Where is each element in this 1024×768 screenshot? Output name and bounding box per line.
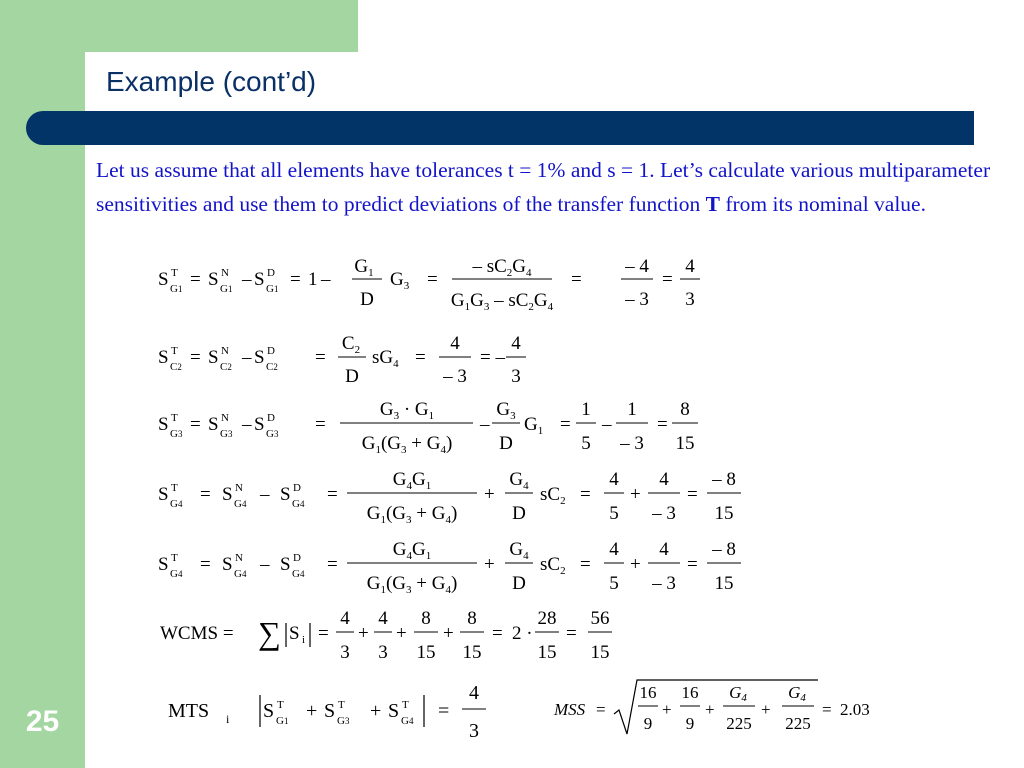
- svg-text:N: N: [221, 412, 229, 424]
- svg-text:G1(G3 + G4): $G_1(G_3 + G_4)$: [361, 433, 453, 456]
- svg-text:– 3: – 3: [652, 503, 676, 524]
- svg-text:+: +: [662, 700, 672, 719]
- svg-text:– 3: – 3: [620, 433, 644, 454]
- svg-text:D: D: [360, 289, 374, 310]
- svg-text:T: T: [402, 699, 409, 711]
- svg-text:i: i: [226, 712, 230, 726]
- svg-text:G1(G3 + G4): $G_1(G_3 + G_4)$: [366, 503, 458, 526]
- svg-text:=: =: [427, 269, 438, 290]
- svg-text:G4: G4: [788, 683, 806, 704]
- svg-text:9: 9: [685, 714, 695, 733]
- svg-text:sG4: $sG_4$: [372, 347, 399, 370]
- svg-text:WCMS =: WCMS =: [160, 623, 234, 644]
- svg-text:–: –: [260, 484, 270, 505]
- svg-text:+: +: [484, 484, 495, 505]
- svg-text:=: =: [566, 623, 577, 644]
- svg-text:=: =: [438, 700, 450, 722]
- svg-text:D: D: [293, 482, 301, 494]
- svg-text:S: S: [222, 484, 233, 505]
- svg-text:∑: ∑: [258, 615, 281, 651]
- svg-text:28: 28: [537, 608, 557, 629]
- svg-text:T: T: [171, 267, 178, 279]
- svg-text:16: 16: [681, 683, 699, 702]
- svg-text:56: 56: [590, 608, 610, 629]
- svg-text:G1: $G_1$: [524, 414, 544, 437]
- equation-mss: [550, 672, 890, 752]
- svg-text:3: 3: [340, 642, 350, 663]
- svg-text:C2: $C_2$: [341, 333, 361, 356]
- svg-text:G4: G4: [401, 715, 414, 727]
- svg-text:D: D: [512, 503, 526, 524]
- svg-text:N: N: [221, 267, 229, 279]
- svg-text:5: 5: [581, 433, 591, 454]
- svg-text:=: =: [687, 554, 698, 575]
- svg-text:=: =: [571, 269, 582, 290]
- svg-text:= –: = –: [480, 347, 505, 368]
- svg-text:– 3: – 3: [652, 573, 676, 594]
- svg-text:1: 1: [308, 269, 318, 290]
- intro-text-2: from its nominal value.: [719, 192, 926, 216]
- title-underline-bar: [26, 111, 974, 145]
- svg-text:5: 5: [609, 503, 619, 524]
- svg-text:15: 15: [416, 642, 436, 663]
- svg-text:4: 4: [378, 608, 388, 629]
- svg-text:=: =: [657, 414, 668, 435]
- svg-text:=: =: [315, 414, 326, 435]
- svg-text:D: D: [293, 552, 301, 564]
- svg-text:=: =: [580, 484, 591, 505]
- svg-text:4: 4: [609, 539, 619, 560]
- svg-text:D: D: [499, 433, 513, 454]
- equation-mts: [150, 675, 510, 755]
- svg-text:=: =: [200, 484, 211, 505]
- svg-text:+: +: [443, 623, 454, 644]
- svg-text:3: 3: [469, 720, 479, 742]
- svg-text:8: 8: [421, 608, 431, 629]
- svg-text:– 3: – 3: [443, 366, 467, 387]
- svg-text:– 4: – 4: [625, 256, 649, 277]
- svg-text:G3: G3: [266, 428, 279, 440]
- svg-text:S: S: [254, 347, 265, 368]
- svg-text:G3: $G_3$: [390, 269, 410, 292]
- svg-text:sC2: $sC_2$: [540, 554, 566, 577]
- svg-text:9: 9: [643, 714, 653, 733]
- svg-text:=: =: [687, 484, 698, 505]
- svg-text:S: S: [254, 269, 265, 290]
- svg-text:2 ·: 2 ·: [512, 623, 533, 644]
- svg-text:+: +: [370, 700, 382, 722]
- svg-text:=: =: [190, 269, 201, 290]
- svg-text:S: S: [208, 414, 219, 435]
- svg-text:G4: $G_4$: [509, 469, 529, 492]
- svg-text:G1: G1: [276, 715, 289, 727]
- intro-text-1: Let us assume that all elements have tolerances t = 1% and s = 1. Let’s calculate various multiparameter sensitivities and use them to predict deviations of the transfer function: [96, 158, 991, 216]
- svg-text:3: 3: [511, 366, 521, 387]
- svg-text:G1: G1: [170, 283, 183, 295]
- svg-text:+: +: [358, 623, 369, 644]
- svg-text:C2: C2: [220, 361, 232, 373]
- svg-text:– 8: – 8: [712, 539, 736, 560]
- equation-wcms: [150, 603, 630, 669]
- svg-text:S: S: [289, 623, 300, 644]
- svg-text:15: 15: [714, 573, 734, 594]
- svg-text:=: =: [822, 700, 832, 719]
- svg-text:5: 5: [609, 573, 619, 594]
- svg-text:G1: $G_1$: [354, 256, 374, 279]
- svg-text:G3: $G_3$: [496, 399, 516, 422]
- svg-text:S: S: [158, 414, 169, 435]
- svg-text:S: S: [254, 414, 265, 435]
- svg-text:–: –: [242, 269, 252, 290]
- slide-number: 25: [25, 705, 60, 738]
- svg-text:4: 4: [659, 539, 669, 560]
- svg-text:15: 15: [714, 503, 734, 524]
- svg-text:G4: G4: [234, 498, 247, 510]
- svg-text:S: S: [324, 700, 336, 722]
- svg-text:3: 3: [685, 289, 695, 310]
- svg-text:8: 8: [680, 399, 690, 420]
- svg-text:225: 225: [726, 714, 752, 733]
- svg-text:MTS: MTS: [168, 700, 210, 722]
- intro-paragraph: [96, 153, 1012, 221]
- svg-text:S: S: [280, 554, 291, 575]
- top-left-band: [0, 0, 358, 52]
- svg-text:D: D: [267, 412, 275, 424]
- svg-text:G3 · G1: $G_3 \cdot G_1$: [379, 399, 435, 422]
- svg-text:D: D: [345, 366, 359, 387]
- svg-text:–: –: [242, 347, 252, 368]
- svg-text:G4: G4: [292, 498, 305, 510]
- svg-text:=: =: [580, 554, 591, 575]
- svg-text:– 8: – 8: [712, 469, 736, 490]
- svg-text:16: 16: [639, 683, 657, 702]
- svg-text:S: S: [263, 700, 275, 722]
- svg-text:D: D: [267, 267, 275, 279]
- svg-text:=: =: [327, 484, 338, 505]
- svg-text:+: +: [630, 484, 641, 505]
- svg-text:+: +: [484, 554, 495, 575]
- svg-text:=: =: [560, 414, 571, 435]
- svg-text:=: =: [327, 554, 338, 575]
- svg-text:–: –: [602, 414, 612, 435]
- svg-text:=: =: [318, 623, 329, 644]
- svg-text:–: –: [321, 269, 331, 290]
- svg-text:15: 15: [675, 433, 695, 454]
- svg-text:G4: $G_4$: [509, 539, 529, 562]
- svg-text:15: 15: [590, 642, 610, 663]
- svg-text:G1G3 – sC2G4: $G_1G_3 - sC_2G_4$: [450, 290, 554, 313]
- svg-text:S: S: [208, 347, 219, 368]
- svg-text:S: S: [158, 484, 169, 505]
- svg-text:sC2: $sC_2$: [540, 484, 566, 507]
- svg-text:– 3: – 3: [625, 289, 649, 310]
- svg-text:MSS: MSS: [554, 700, 586, 719]
- svg-text:=: =: [200, 554, 211, 575]
- svg-text:S: S: [388, 700, 400, 722]
- svg-text:T: T: [171, 552, 178, 564]
- svg-text:T: T: [171, 345, 178, 357]
- svg-text:4: 4: [511, 333, 521, 354]
- svg-text:G4G1: $G_4G_1$: [392, 539, 432, 562]
- svg-text:+: +: [761, 700, 771, 719]
- svg-text:=: =: [596, 700, 606, 719]
- slide-title: Example (cont’d): [106, 66, 317, 97]
- svg-text:225: 225: [785, 714, 811, 733]
- svg-text:15: 15: [462, 642, 482, 663]
- svg-text:G4: G4: [170, 568, 183, 580]
- svg-text:–: –: [480, 414, 490, 435]
- svg-text:N: N: [235, 552, 243, 564]
- svg-text:+: +: [705, 700, 715, 719]
- svg-text:4: 4: [609, 469, 619, 490]
- svg-text:3: 3: [378, 642, 388, 663]
- equation-s-g1: [150, 250, 710, 318]
- svg-text:D: D: [267, 345, 275, 357]
- svg-text:=: =: [290, 269, 301, 290]
- svg-text:4: 4: [340, 608, 350, 629]
- svg-text:S: S: [208, 269, 219, 290]
- svg-text:15: 15: [537, 642, 557, 663]
- svg-text:S: S: [158, 347, 169, 368]
- svg-text:C2: C2: [170, 361, 182, 373]
- svg-text:G3: G3: [170, 428, 183, 440]
- svg-text:S: S: [280, 484, 291, 505]
- svg-text:S: S: [158, 554, 169, 575]
- svg-text:G4: G4: [170, 498, 183, 510]
- svg-text:G1: G1: [220, 283, 233, 295]
- svg-text:G4: G4: [729, 683, 747, 704]
- svg-text:1: 1: [581, 399, 591, 420]
- svg-text:+: +: [630, 554, 641, 575]
- svg-text:=: =: [190, 347, 201, 368]
- svg-text:G3: G3: [220, 428, 233, 440]
- svg-text:4: 4: [469, 682, 479, 704]
- svg-text:+: +: [306, 700, 318, 722]
- svg-text:G1(G3 + G4): $G_1(G_3 + G_4)$: [366, 573, 458, 596]
- svg-text:4: 4: [685, 256, 695, 277]
- svg-text:– sC2G4: – $sC_2G_4$: [472, 256, 532, 279]
- equation-s-g4-a: [150, 462, 750, 530]
- svg-text:=: =: [315, 347, 326, 368]
- svg-text:T: T: [171, 412, 178, 424]
- svg-text:G4G1: $G_4G_1$: [392, 469, 432, 492]
- svg-text:=: =: [415, 347, 426, 368]
- svg-text:D: D: [512, 573, 526, 594]
- svg-text:G1: G1: [266, 283, 279, 295]
- svg-text:C2: C2: [266, 361, 278, 373]
- svg-text:4: 4: [450, 333, 460, 354]
- svg-text:1: 1: [627, 399, 637, 420]
- svg-text:–: –: [260, 554, 270, 575]
- svg-text:T: T: [338, 699, 345, 711]
- intro-bold-T: T: [705, 192, 720, 216]
- svg-text:=: =: [662, 269, 673, 290]
- svg-text:N: N: [235, 482, 243, 494]
- svg-text:T: T: [171, 482, 178, 494]
- svg-text:G4: G4: [234, 568, 247, 580]
- svg-text:8: 8: [467, 608, 477, 629]
- equation-s-g3: [150, 393, 710, 461]
- svg-text:S: S: [222, 554, 233, 575]
- svg-text:i: i: [302, 634, 306, 646]
- svg-text:=: =: [492, 623, 503, 644]
- svg-text:+: +: [396, 623, 407, 644]
- svg-text:N: N: [221, 345, 229, 357]
- svg-text:S: S: [158, 269, 169, 290]
- svg-text:4: 4: [659, 469, 669, 490]
- svg-text:T: T: [277, 699, 284, 711]
- svg-text:G3: G3: [337, 715, 350, 727]
- svg-text:G4: G4: [292, 568, 305, 580]
- equation-s-c2: [150, 325, 550, 393]
- equation-s-g4-b: [150, 532, 750, 600]
- svg-text:–: –: [242, 414, 252, 435]
- svg-text:2.03: 2.03: [840, 700, 870, 719]
- svg-text:=: =: [190, 414, 201, 435]
